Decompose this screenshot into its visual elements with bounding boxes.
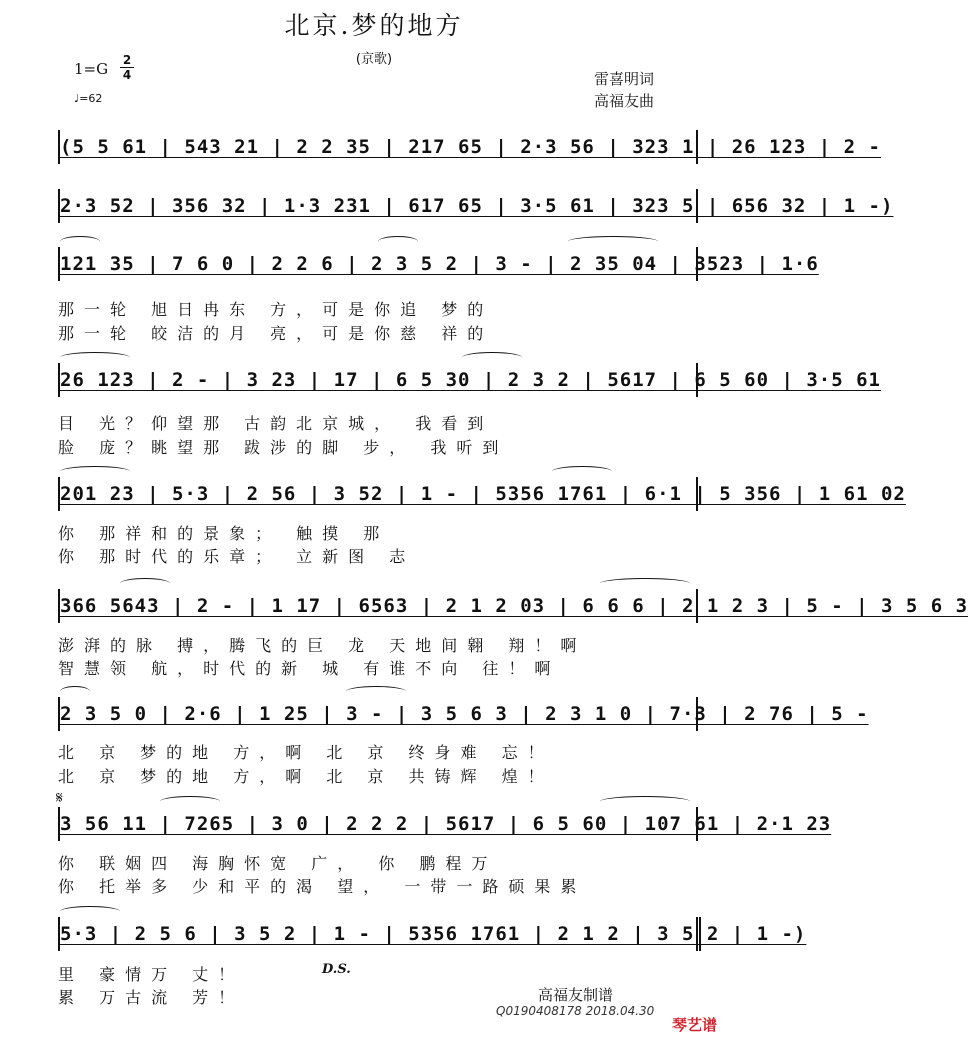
lyric-line-5a: 你 那祥和的景象； 触摸 那 [58,524,390,543]
lyric-line-9b: 累 万古流 芳！ [58,988,245,1007]
slur [160,796,220,807]
slur [60,906,120,917]
lyric-line-8a: 你 联姻四 海胸怀宽 广， 你 鹏程万 [58,854,498,873]
score-line-4: 26 123 | 2 - | 3 23 | 17 | 6 5 30 | 2 3 2 | 5617 | 6 5 60 | 3·5 61 [58,363,698,397]
slur [462,352,522,363]
lyric-line-6a: 澎湃的脉 搏，腾飞的巨 龙 天地间翱 翔！啊 [58,636,587,655]
slur [60,352,130,363]
composer: 高福友曲 [594,92,655,110]
slur [120,578,170,589]
song-subtitle: (京歌) [355,52,393,67]
lyric-line-7a: 北 京 梦的地 方，啊 北 京 终身难 忘！ [58,743,554,762]
score-line-3: 121 35 | 7 6 0 | 2 2 6 | 2 3 5 2 | 3 - | 2 35 04 | 3523 | 1·6 [58,247,698,281]
score-line-6: 366 5643 | 2 - | 1 17 | 6563 | 2 1 2 03 | 6 6 6 | 2 1 2 3 | 5 - | 3 5 6 3 [58,589,698,623]
lyric-line-3b: 那一轮 皎洁的月 亮，可是你慈 祥的 [58,324,494,343]
slur [552,466,612,477]
lyric-line-6b: 智慧领 航，时代的新 城 有谁不向 往！啊 [58,659,561,678]
slur [600,578,690,589]
slur [60,236,100,247]
tempo-mark: ♩=62 [74,92,103,105]
meter-top: 2 [122,53,132,67]
score-line-2: 2·3 52 | 356 32 | 1·3 231 | 617 65 | 3·5 61 | 323 5 | 656 32 | 1 -) [58,189,698,223]
segno-sign: 𝄋 [56,788,63,807]
uploader-credit: Q0190408178 2018.04.30 [496,1004,655,1018]
slur [378,236,418,247]
lyric-line-5b: 你 那时代的乐章； 立新图 志 [58,547,416,566]
slur [346,686,406,697]
lyric-line-3a: 那一轮 旭日冉东 方，可是你追 梦的 [58,300,494,319]
slur [60,686,90,697]
slur [600,796,690,807]
score-line-1: (5 5 61 | 543 21 | 2 2 35 | 217 65 | 2·3 56 | 323 1 | 26 123 | 2 - [58,130,698,164]
time-signature [120,54,134,81]
dal-segno-mark: D.S. [322,962,351,977]
lyric-line-4b: 脸 庞？眺望那 跋涉的脚 步， 我听到 [58,438,509,457]
lyric-line-7b: 北 京 梦的地 方，啊 北 京 共铸辉 煌！ [58,767,554,786]
site-watermark: 琴艺谱 [672,1016,718,1034]
key-signature: 1=G [74,60,109,78]
lyricist: 雷喜明词 [594,70,655,88]
score-line-9: 5·3 | 2 5 6 | 3 5 2 | 1 - | 5356 1761 | 2 1 2 | 3 5 2 | 1 -) [58,917,701,951]
song-title: 北京.梦的地方 [284,11,464,40]
meter-bottom: 4 [122,68,132,82]
score-line-8: 3 56 11 | 7265 | 3 0 | 2 2 2 | 5617 | 6 5 60 | 107 61 | 2·1 23 [58,807,698,841]
slur [568,236,658,247]
lyric-line-9a: 里 豪情万 丈！ [58,965,245,984]
notator-credit: 高福友制谱 [538,986,614,1004]
lyric-line-4a: 目 光？仰望那 古韵北京城， 我看到 [58,414,494,433]
score-line-7: 2 3 5 0 | 2·6 | 1 25 | 3 - | 3 5 6 3 | 2 3 1 0 | 7·3 | 2 76 | 5 - [58,697,698,731]
slur [60,466,130,477]
lyric-line-8b: 你 托举多 少和平的渴 望， 一带一路硕果累 [58,877,587,896]
score-line-5: 201 23 | 5·3 | 2 56 | 3 52 | 1 - | 5356 1761 | 6·1 | 5 356 | 1 61 02 [58,477,698,511]
